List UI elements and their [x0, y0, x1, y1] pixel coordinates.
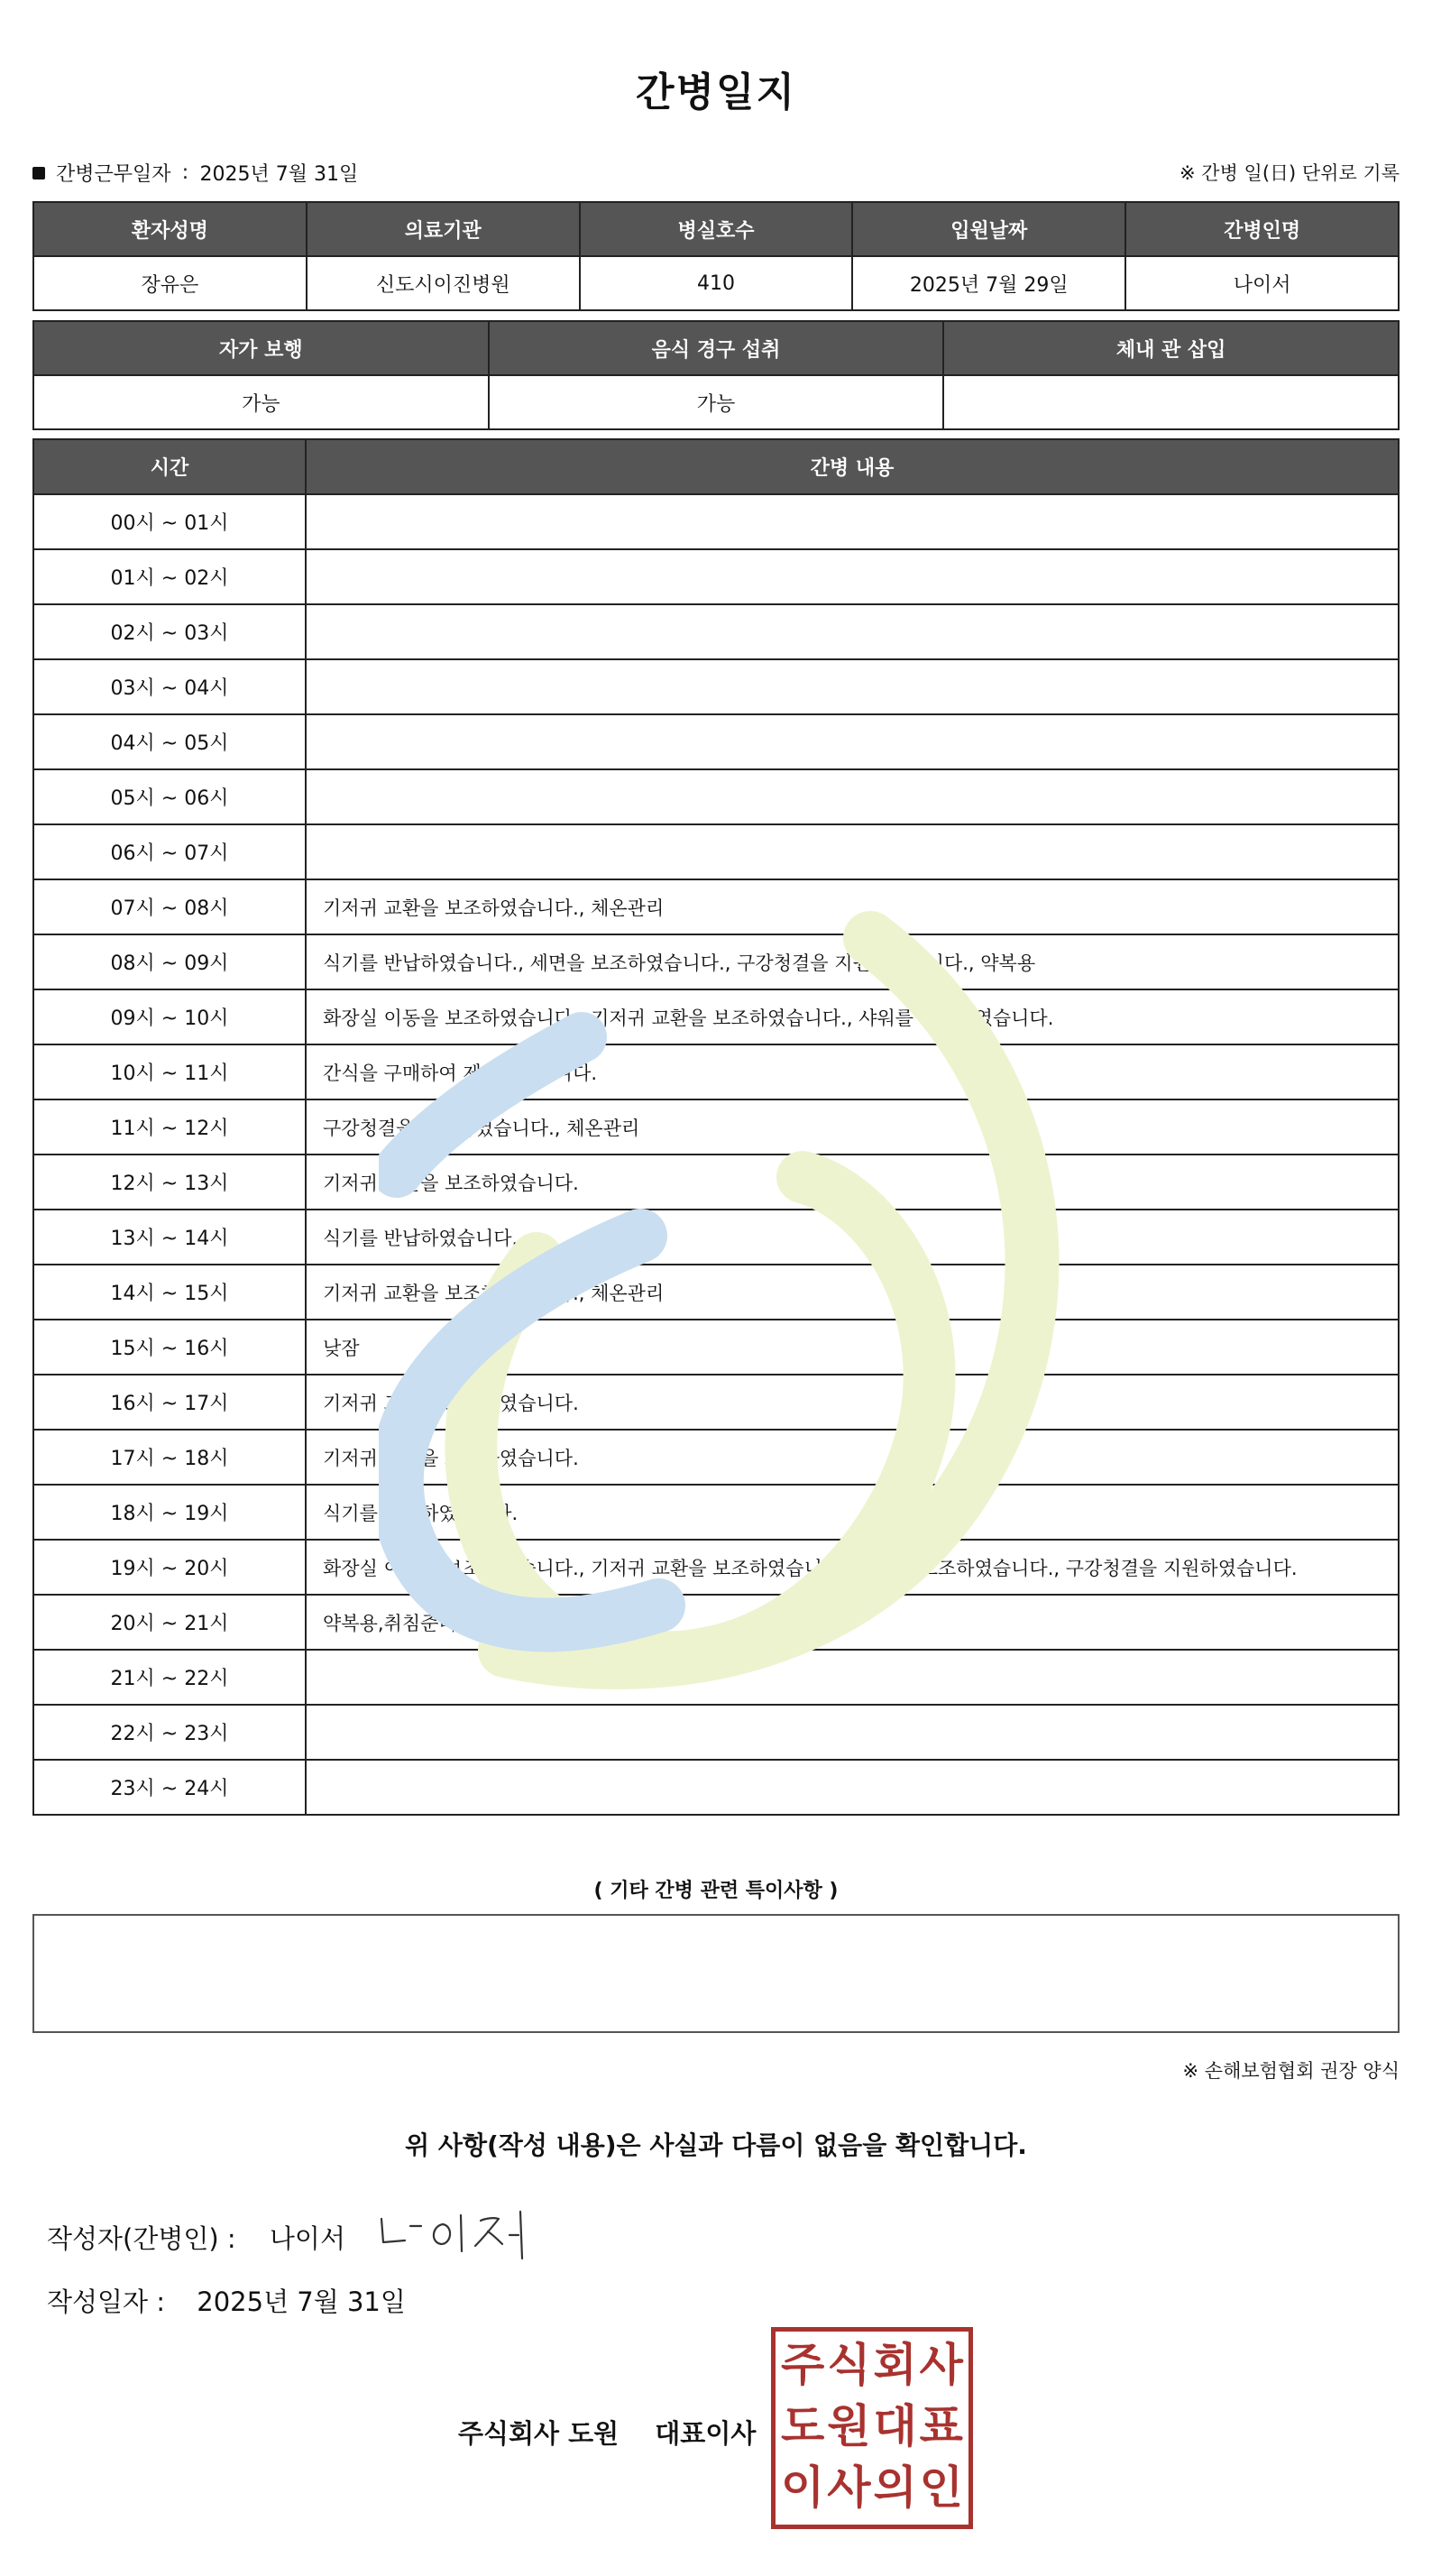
header-care-content: 간병 내용	[306, 439, 1399, 494]
care-log-row	[33, 879, 1399, 934]
header-time: 시간	[33, 439, 306, 494]
care-log-content: 기저귀 교환을 보조하였습니다.	[306, 1375, 1399, 1430]
care-log-content: 간식을 구매하여 제공하였습니다.	[306, 1044, 1399, 1099]
work-date-label: 간병근무일자	[56, 163, 171, 186]
header-room-number: 병실호수	[580, 202, 853, 256]
confirmation-statement: 위 사항(작성 내용)은 사실과 다름이 없음을 확인합니다.	[405, 2130, 1027, 2160]
header-patient-name: 환자성명	[33, 202, 307, 256]
document-title: 간병일지	[635, 69, 796, 115]
care-log-row	[33, 1485, 1399, 1540]
care-log-row	[33, 1044, 1399, 1099]
care-log-content	[306, 549, 1399, 604]
self-walking-value: 가능	[33, 375, 489, 429]
care-log-row	[33, 1265, 1399, 1320]
care-log-content: 낮잠	[306, 1320, 1399, 1375]
care-log-time: 23시 ~ 24시	[33, 1760, 306, 1815]
care-log-row	[33, 549, 1399, 604]
care-log-content: 화장실 이동을 보조하였습니다., 기저귀 교환을 보조하였습니다., 샤워를 지원하였습니다.	[306, 989, 1399, 1044]
header-oral-intake: 음식 경구 섭취	[489, 321, 944, 375]
written-date-value: 2025년 7월 31일	[197, 2286, 406, 2317]
writer-label: 작성자(간병인) :	[47, 2223, 236, 2254]
care-log-time: 08시 ~ 09시	[33, 934, 306, 989]
writer-name: 나이서	[269, 2223, 345, 2254]
care-log-time: 18시 ~ 19시	[33, 1485, 306, 1540]
care-log-time: 05시 ~ 06시	[33, 769, 306, 824]
care-log-content: 화장실 이동을 보조하였습니다., 기저귀 교환을 보조하였습니다., 세면을 보조하였습니다., 구강청결을 지원하였습니다.	[306, 1540, 1399, 1595]
care-log-content	[306, 1760, 1399, 1815]
care-log-content: 기저귀 교환을 보조하였습니다., 체온관리	[306, 1265, 1399, 1320]
seal-glyph: 주	[781, 2339, 825, 2391]
work-date	[32, 159, 358, 187]
care-log-time: 19시 ~ 20시	[33, 1540, 306, 1595]
care-log-row	[33, 1760, 1399, 1815]
care-log-time: 15시 ~ 16시	[33, 1320, 306, 1375]
care-log-time: 07시 ~ 08시	[33, 879, 306, 934]
care-log-content: 구강청결을 지원하였습니다., 체온관리	[306, 1099, 1399, 1155]
seal-glyph: 표	[919, 2400, 963, 2452]
company-rep-title: 대표이사	[655, 2418, 757, 2449]
care-log-row	[33, 1705, 1399, 1760]
care-log-content	[306, 1650, 1399, 1705]
patient-status-table	[32, 320, 1400, 430]
care-log-row	[33, 1375, 1399, 1430]
header-admission-date: 입원날짜	[852, 202, 1125, 256]
oral-intake-value: 가능	[489, 375, 944, 429]
care-log-time: 13시 ~ 14시	[33, 1210, 306, 1265]
seal-glyph: 사	[919, 2339, 963, 2391]
care-log-time: 17시 ~ 18시	[33, 1430, 306, 1485]
care-log-time: 11시 ~ 12시	[33, 1099, 306, 1155]
care-log-content: 기저귀 교환을 보조하였습니다.	[306, 1430, 1399, 1485]
written-date-label: 작성일자 :	[47, 2286, 166, 2317]
room-number: 410	[580, 256, 853, 310]
seal-glyph: 회	[873, 2339, 917, 2391]
status-value-row	[33, 375, 1399, 429]
seal-glyph: 인	[919, 2461, 963, 2514]
company-name: 주식회사 도원	[458, 2418, 620, 2449]
patient-info-value-row	[33, 256, 1399, 310]
seal-glyph: 대	[873, 2400, 917, 2452]
care-log-row	[33, 1650, 1399, 1705]
care-log-row	[33, 1099, 1399, 1155]
care-log-row	[33, 1540, 1399, 1595]
company-seal-stamp	[771, 2327, 973, 2529]
written-date-line	[47, 2282, 406, 2319]
care-log-row	[33, 1155, 1399, 1210]
care-log-content	[306, 659, 1399, 714]
care-log-content	[306, 494, 1399, 549]
admission-date: 2025년 7월 29일	[852, 256, 1125, 310]
care-log-time: 01시 ~ 02시	[33, 549, 306, 604]
care-log-time: 06시 ~ 07시	[33, 824, 306, 879]
care-log-row	[33, 714, 1399, 769]
patient-info-header-row	[33, 202, 1399, 256]
seal-row-3	[781, 2458, 963, 2517]
company-line	[458, 2414, 756, 2451]
handwritten-signature	[374, 2199, 537, 2262]
status-header-row	[33, 321, 1399, 375]
seal-glyph: 의	[873, 2461, 917, 2514]
header-hospital: 의료기관	[307, 202, 580, 256]
seal-frame	[771, 2327, 973, 2529]
care-log-time: 04시 ~ 05시	[33, 714, 306, 769]
seal-glyph: 사	[827, 2461, 871, 2514]
care-log-time: 10시 ~ 11시	[33, 1044, 306, 1099]
care-log-time: 03시 ~ 04시	[33, 659, 306, 714]
care-log-row	[33, 1595, 1399, 1650]
header-self-walking: 자가 보행	[33, 321, 489, 375]
care-log-content	[306, 1705, 1399, 1760]
care-log-time: 22시 ~ 23시	[33, 1705, 306, 1760]
patient-name: 장유은	[33, 256, 307, 310]
care-log-time: 14시 ~ 15시	[33, 1265, 306, 1320]
care-log-row	[33, 769, 1399, 824]
care-log-header-row	[33, 439, 1399, 494]
care-log-time: 16시 ~ 17시	[33, 1375, 306, 1430]
care-log-content	[306, 824, 1399, 879]
seal-row-2	[781, 2397, 963, 2456]
care-log-row	[33, 494, 1399, 549]
seal-glyph: 원	[827, 2400, 871, 2452]
care-log-content	[306, 769, 1399, 824]
care-log-row	[33, 1210, 1399, 1265]
care-log-content: 식기를 반납하였습니다.	[306, 1485, 1399, 1540]
care-log-time: 20시 ~ 21시	[33, 1595, 306, 1650]
care-log-content: 약복용,취침준비	[306, 1595, 1399, 1650]
header-tube-insertion: 체내 관 삽입	[943, 321, 1399, 375]
special-notes-box	[32, 1914, 1400, 2033]
caregiver-name: 나이서	[1125, 256, 1399, 310]
care-log-time: 12시 ~ 13시	[33, 1155, 306, 1210]
square-bullet-icon	[32, 167, 45, 179]
care-log-row	[33, 1430, 1399, 1485]
care-log-content: 기저귀 교환을 보조하였습니다.	[306, 1155, 1399, 1210]
care-log-row	[33, 934, 1399, 989]
care-log-row	[33, 824, 1399, 879]
seal-glyph: 이	[781, 2461, 825, 2514]
care-log-content	[306, 714, 1399, 769]
care-log-time: 21시 ~ 22시	[33, 1650, 306, 1705]
seal-glyph: 도	[781, 2400, 825, 2452]
work-date-separator: :	[181, 161, 189, 184]
care-log-row	[33, 1320, 1399, 1375]
care-log-content: 식기를 반납하였습니다., 세면을 보조하였습니다., 구강청결을 지원하였습니다., 약복용	[306, 934, 1399, 989]
special-notes-label: ( 기타 간병 관련 특이사항 )	[593, 1880, 839, 1902]
form-source-note: ※ 손해보험협회 권장 양식	[1182, 2060, 1400, 2082]
seal-glyph: 식	[827, 2339, 871, 2391]
hospital-name: 신도시이진병원	[307, 256, 580, 310]
care-log-content: 기저귀 교환을 보조하였습니다., 체온관리	[306, 879, 1399, 934]
care-log-row	[33, 604, 1399, 659]
care-log-row	[33, 989, 1399, 1044]
care-log-time: 02시 ~ 03시	[33, 604, 306, 659]
patient-info-table	[32, 201, 1400, 311]
work-date-value: 2025년 7월 31일	[199, 163, 359, 186]
seal-row-1	[781, 2335, 963, 2395]
care-log-row	[33, 659, 1399, 714]
tube-insertion-value	[943, 375, 1399, 429]
care-log-time: 09시 ~ 10시	[33, 989, 306, 1044]
care-log-content	[306, 604, 1399, 659]
care-log-table	[32, 438, 1400, 1816]
writer-line	[47, 2219, 345, 2256]
header-caregiver-name: 간병인명	[1125, 202, 1399, 256]
care-log-content: 식기를 반납하였습니다.	[306, 1210, 1399, 1265]
record-unit-note: ※ 간병 일(日) 단위로 기록	[1180, 162, 1400, 184]
care-log-time: 00시 ~ 01시	[33, 494, 306, 549]
